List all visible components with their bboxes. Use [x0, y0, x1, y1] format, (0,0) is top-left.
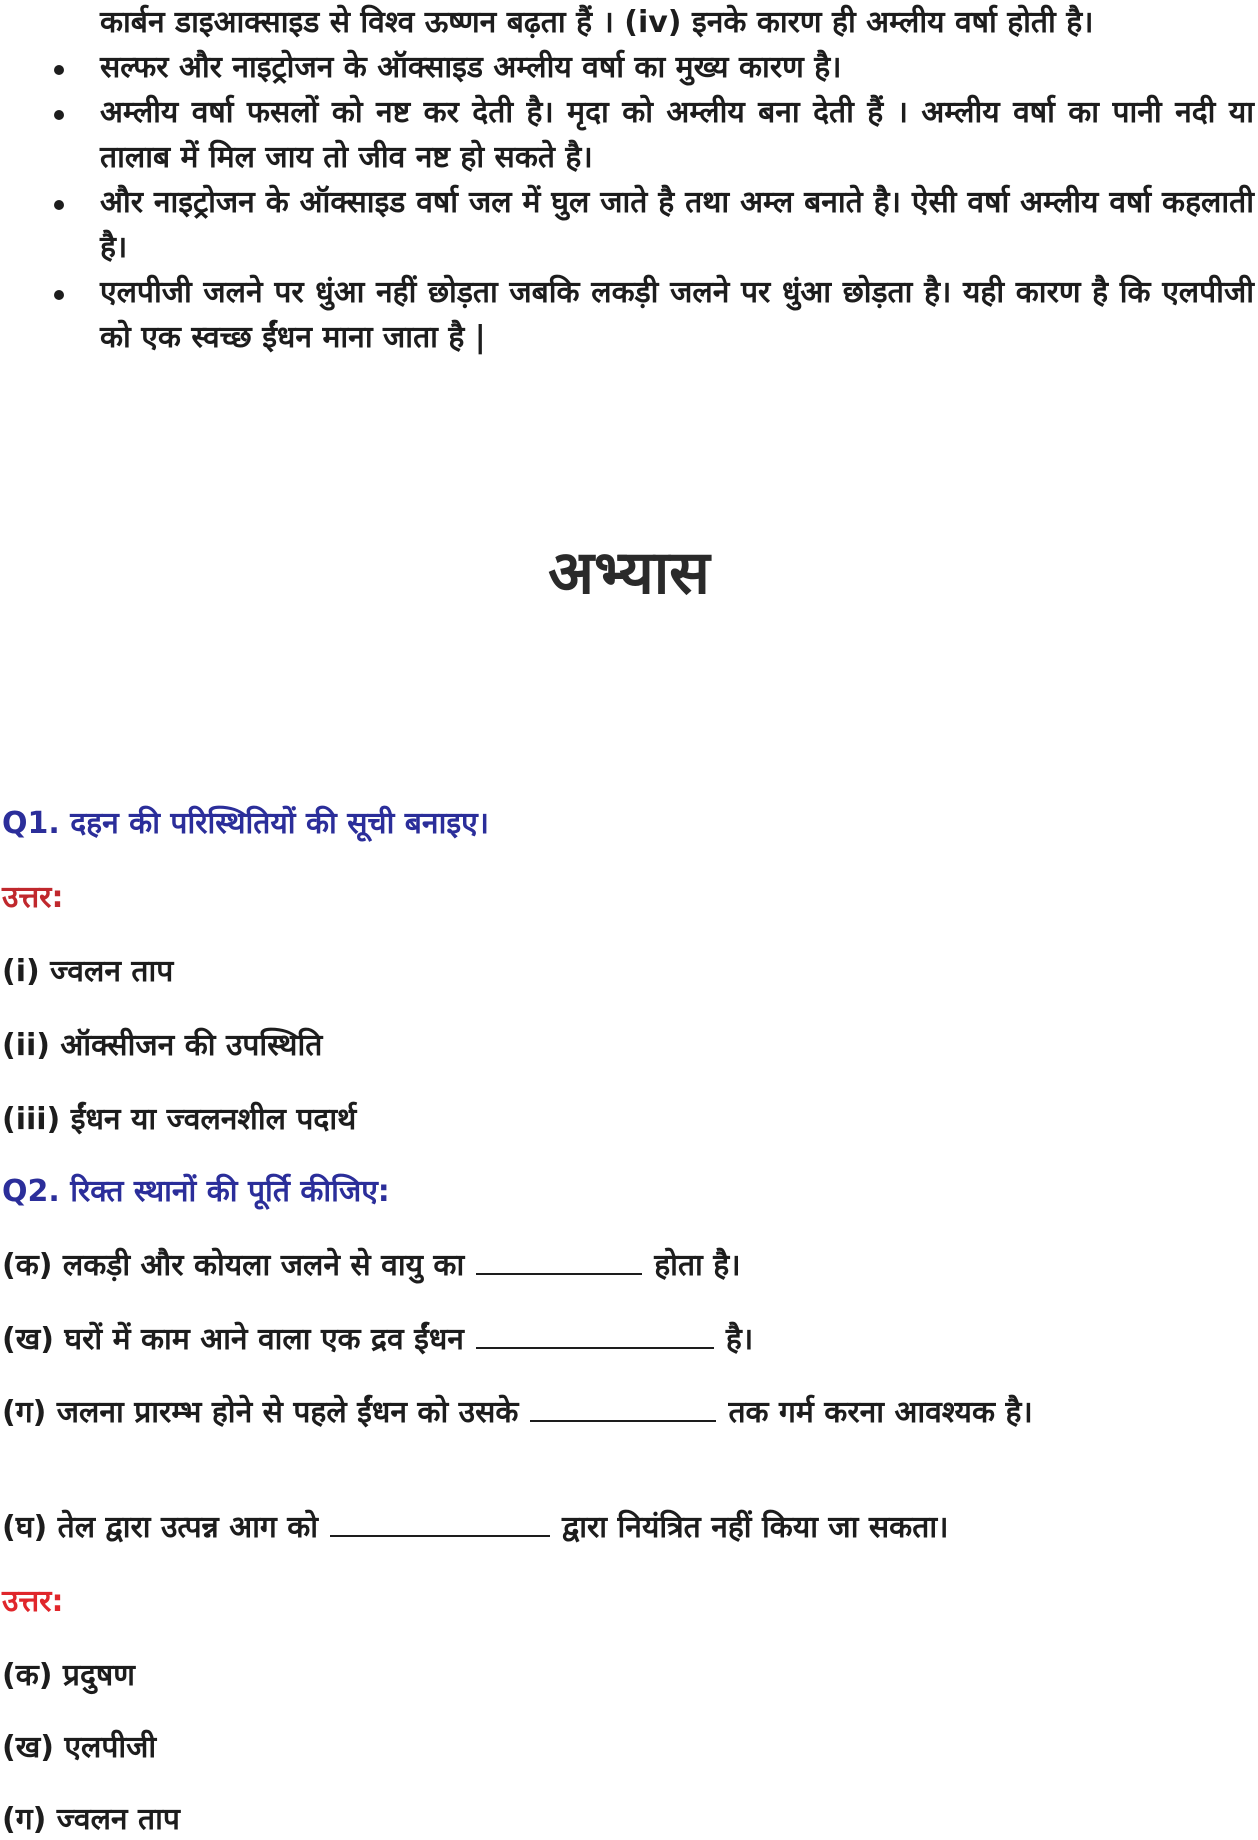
answer-item: (i) ज्वलन ताप [2, 954, 174, 989]
bullet-text: अम्लीय वर्षा फसलों को नष्ट कर देती है। मृदा को अम्लीय बना देती हैं । अम्लीय वर्षा का पानी नदी या तालाब में मिल जाय तो जीव नष्ट हो सकते है। [100, 95, 1254, 175]
bullet-item [0, 90, 1258, 180]
fill-blank-suffix: होता है। [654, 1248, 741, 1283]
bullet-text: सल्फर और नाइट्रोजन के ऑक्साइड अम्लीय वर्षा का मुख्य कारण है। [100, 50, 842, 85]
answer-item: (ii) ऑक्सीजन की उपस्थिति [2, 1028, 323, 1063]
fill-blank-item-b [2, 1320, 753, 1360]
fill-blank-suffix: है। [725, 1322, 754, 1357]
blank-line [530, 1419, 716, 1422]
answer-item: (iii) ईंधन या ज्वलनशील पदार्थ [2, 1102, 357, 1137]
section-heading: अभ्यास [548, 538, 710, 608]
blank-line [330, 1534, 550, 1537]
bullet-item [0, 45, 1258, 90]
bullet-dot-icon [54, 110, 64, 120]
fill-blank-prefix: (ग) जलना प्रारम्भ होने से पहले ईंधन को उसके [2, 1395, 519, 1430]
fill-blank-suffix: तक गर्म करना आवश्यक है। [728, 1395, 1033, 1430]
bullet-text: और नाइट्रोजन के ऑक्साइड वर्षा जल में घुल जाते है तथा अम्ल बनाते है। ऐसी वर्षा अम्लीय वर्षा कहलाती है। [100, 185, 1254, 265]
answer-item: (ग) ज्वलन ताप [2, 1802, 180, 1837]
intro-section [0, 0, 1258, 360]
question-1: Q1. दहन की परिस्थितियों की सूची बनाइए। [2, 806, 490, 841]
answer-item: (क) प्रदुषण [2, 1658, 135, 1693]
bullet-dot-icon [54, 200, 64, 210]
blank-line [476, 1272, 642, 1275]
fill-blank-prefix: (ख) घरों में काम आने वाला एक द्रव ईंधन [2, 1322, 464, 1357]
answer-label-1: उत्तर: [2, 880, 64, 915]
question-2: Q2. रिक्त स्थानों की पूर्ति कीजिए: [2, 1174, 390, 1209]
fill-blank-item-c [2, 1390, 1254, 1435]
bullet-item [0, 270, 1258, 360]
fill-blank-suffix: द्वारा नियंत्रित नहीं किया जा सकता। [562, 1510, 949, 1545]
fill-blank-prefix: (क) लकड़ी और कोयला जलने से वायु का [2, 1248, 465, 1283]
fill-blank-item-a [2, 1246, 741, 1286]
bullet-text: एलपीजी जलने पर धुंआ नहीं छोड़ता जबकि लकड़ी जलने पर धुंआ छोड़ता है। यही कारण है कि एलपीजी को एक स्वच्छ ईंधन माना जाता है | [100, 275, 1254, 355]
fill-blank-item-d [2, 1508, 948, 1548]
fill-blank-prefix: (घ) तेल द्वारा उत्पन्न आग को [2, 1510, 319, 1545]
answer-label-2: उत्तर: [2, 1584, 64, 1619]
bullet-item [0, 180, 1258, 270]
answer-item: (ख) एलपीजी [2, 1730, 157, 1765]
bullet-dot-icon [54, 65, 64, 75]
blank-line [476, 1346, 714, 1349]
bullet-dot-icon [54, 290, 64, 300]
intro-continuation-text: कार्बन डाइआक्साइड से विश्व ऊष्णन बढ़ता हैं । (iv) इनके कारण ही अम्लीय वर्षा होती है। [100, 5, 1094, 40]
